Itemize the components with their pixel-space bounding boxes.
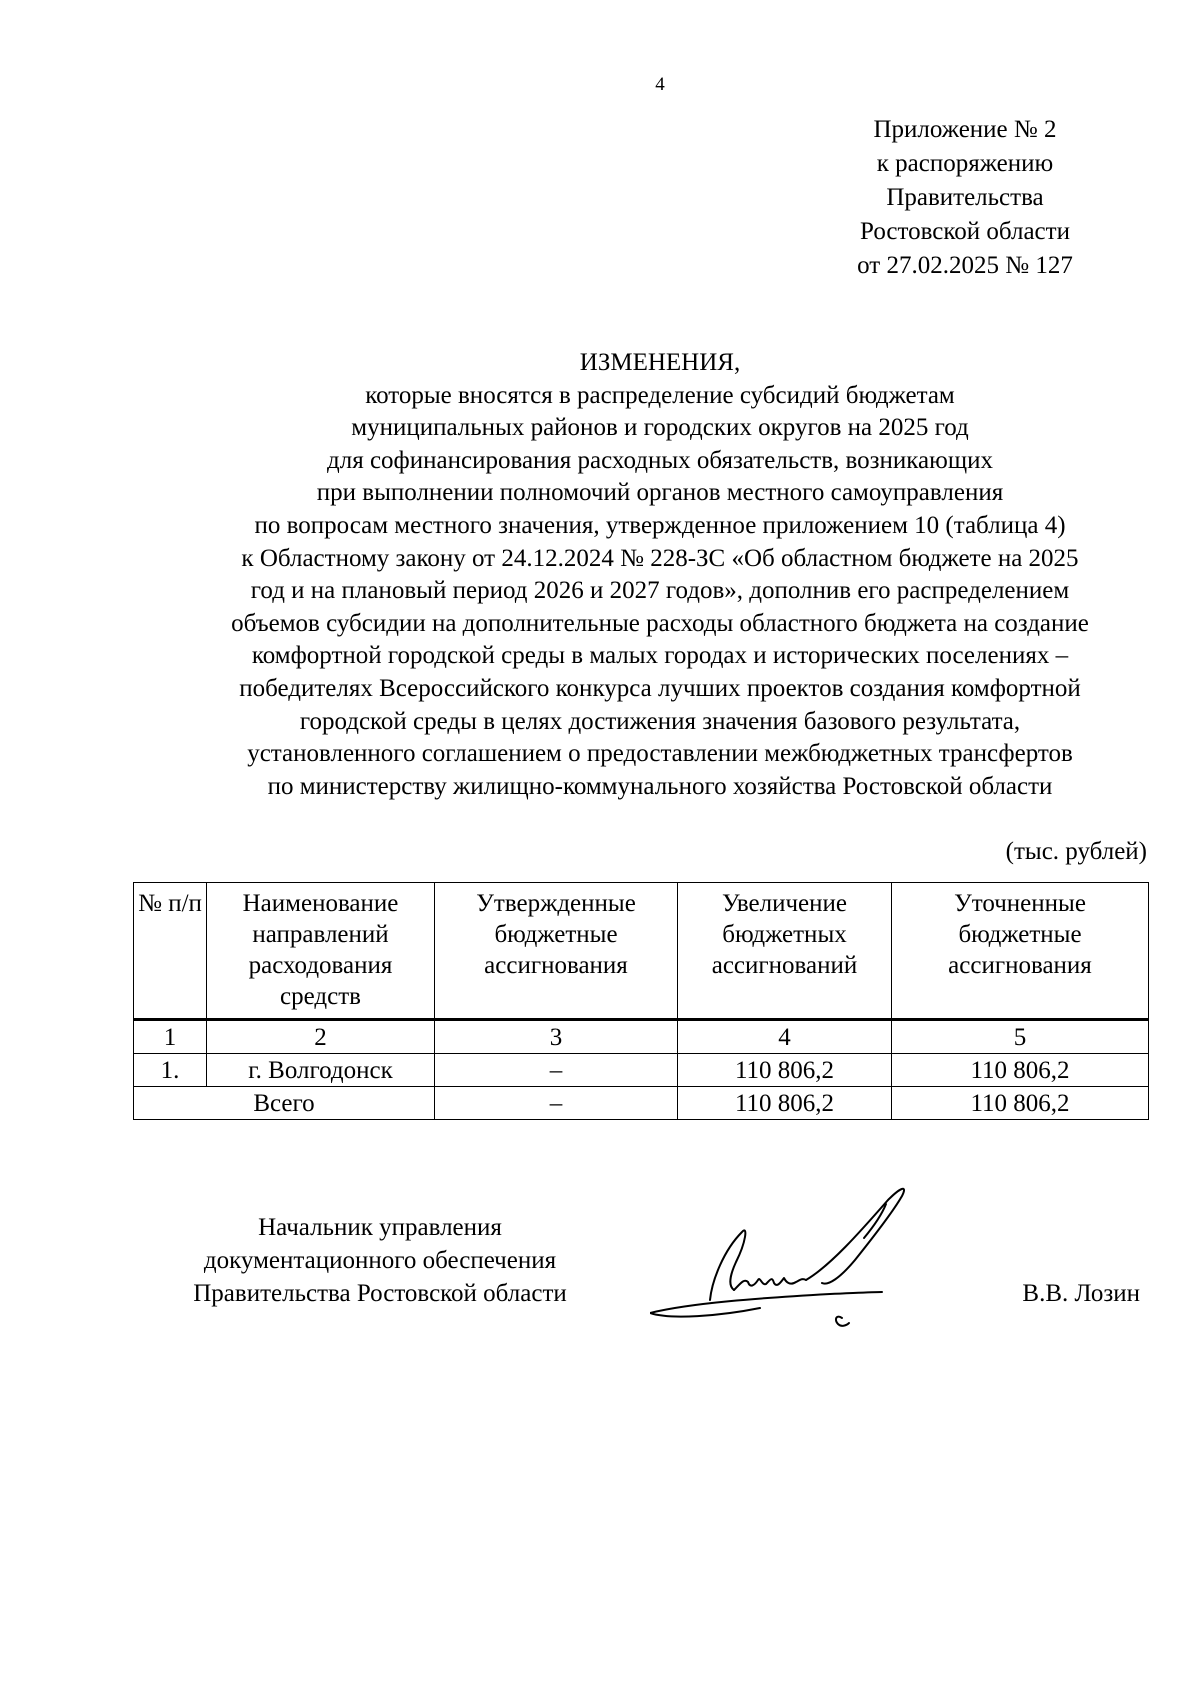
column-number-row [134, 1020, 1149, 1054]
appendix-line: Приложение № 2 [873, 116, 1057, 143]
title-line: городской среды в целях достижения значения базового результата, [299, 707, 1021, 735]
title-line: объемов субсидии на дополнительные расходы областного бюджета на создание [231, 609, 1089, 637]
position-line: Правительства Ростовской области [193, 1280, 567, 1307]
title-line: комфортной городской среды в малых городах и исторических поселениях – [251, 642, 1069, 670]
total-increase: 110 806,2 [678, 1087, 892, 1120]
handwritten-signature [650, 1180, 980, 1330]
title-line: установленного соглашением о предоставлении межбюджетных трансфертов [247, 740, 1073, 768]
document-title [120, 347, 1200, 803]
position-line: документационного обеспечения [203, 1247, 557, 1274]
column-number: 2 [207, 1020, 435, 1054]
title-line: к Областному закону от 24.12.2024 № 228-ЗС «Об областном бюджете на 2025 [241, 544, 1079, 572]
header-refined: Уточненные бюджетные ассигнования [892, 883, 1149, 1020]
row-name: г. Волгодонск [207, 1054, 435, 1087]
appendix-line: Правительства [886, 184, 1044, 211]
header-num: № п/п [134, 883, 207, 1020]
header-increase: Увеличение бюджетных ассигнований [678, 883, 892, 1020]
total-row [134, 1087, 1149, 1120]
table-row [134, 1054, 1149, 1087]
position-line: Начальник управления [258, 1214, 502, 1241]
row-num: 1. [134, 1054, 207, 1087]
total-refined: 110 806,2 [892, 1087, 1149, 1120]
title-line: по министерству жилищно-коммунального хозяйства Ростовской области [267, 772, 1053, 800]
title-line: при выполнении полномочий органов местного самоуправления [316, 479, 1004, 507]
column-number: 1 [134, 1020, 207, 1054]
column-number: 3 [435, 1020, 678, 1054]
budget-table [133, 882, 1149, 1120]
total-approved: – [435, 1087, 678, 1120]
appendix-line: Ростовской области [860, 218, 1070, 245]
title-line: по вопросам местного значения, утвержденное приложением 10 (таблица 4) [254, 511, 1066, 539]
row-refined: 110 806,2 [892, 1054, 1149, 1087]
appendix-line: к распоряжению [876, 150, 1054, 177]
signer-name: В.В. Лозин [1022, 1280, 1140, 1307]
title-heading: ИЗМЕНЕНИЯ, [579, 349, 741, 376]
row-increase: 110 806,2 [678, 1054, 892, 1087]
appendix-header [820, 113, 1110, 283]
column-number: 4 [678, 1020, 892, 1054]
total-label: Всего [134, 1087, 435, 1120]
column-number: 5 [892, 1020, 1149, 1054]
signatory-position [165, 1211, 595, 1310]
page-number: 4 [655, 74, 665, 95]
table-header-row [134, 883, 1149, 1020]
title-line: которые вносятся в распределение субсидий бюджетам [365, 381, 955, 409]
title-line: год и на плановый период 2026 и 2027 годов», дополнив его распределением [250, 577, 1070, 605]
row-approved: – [435, 1054, 678, 1087]
title-line: победителях Всероссийского конкурса лучших проектов создания комфортной [239, 674, 1081, 702]
units-label: (тыс. рублей) [1005, 838, 1147, 865]
header-approved: Утвержденные бюджетные ассигнования [435, 883, 678, 1020]
title-line: для софинансирования расходных обязательств, возникающих [327, 446, 993, 474]
header-name: Наименование направлений расходования средств [207, 883, 435, 1020]
title-line: муниципальных районов и городских округов на 2025 год [351, 414, 969, 442]
appendix-line: от 27.02.2025 № 127 [857, 252, 1073, 279]
